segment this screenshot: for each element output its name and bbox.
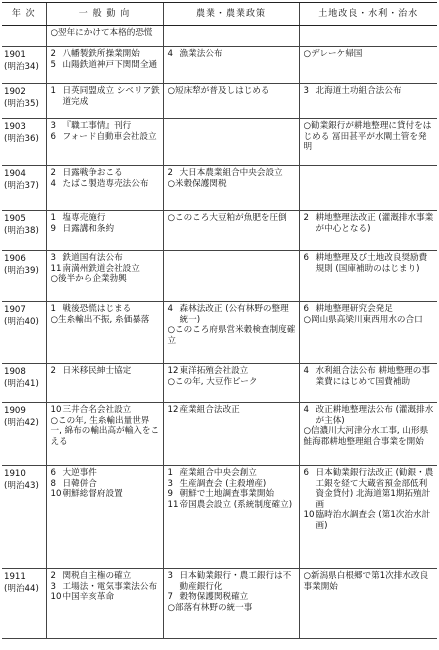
header-agriculture: 農業・農業政策 <box>163 3 299 26</box>
entry-text: ○信濃川大河津分水工事, 山形県鮭海郡耕地整理組合事業を開始 <box>303 426 429 447</box>
entry <box>304 315 436 326</box>
entry <box>168 479 297 490</box>
entry <box>51 213 161 224</box>
header-year: 年 次 <box>2 3 46 26</box>
header-land: 土地改良・水利・治水 <box>299 3 437 26</box>
year-cell <box>2 364 46 403</box>
entry-text: ○米穀保護関税 <box>167 178 227 189</box>
entry-text: 穀物保護関税確立 <box>179 592 249 602</box>
entry-text: ○このころ府県営米穀検査制度確立 <box>167 325 296 346</box>
entry <box>51 489 161 500</box>
era-name: (明治34) <box>4 62 39 72</box>
entry-text: 日本勧業銀行・農工銀行は不動産銀行化 <box>179 571 292 592</box>
month-number: 2 <box>50 49 56 59</box>
entry <box>168 325 297 346</box>
entry <box>51 60 161 71</box>
entry-text: ○このころ大豆粕が魚肥を圧倒 <box>167 213 287 223</box>
month-number: 1 <box>50 213 56 223</box>
general-cell <box>46 569 163 639</box>
agri-cell <box>163 211 299 251</box>
entry-text: 戦後恐慌はじまる <box>62 304 132 314</box>
month-number: 2 <box>50 168 56 178</box>
era-name: (明治36) <box>4 134 39 144</box>
entry-text: 日本勧業銀行法改正 (勧銀・農工銀を経て大蔵省預金部低利資金貸付) 北海道第1期拓殖計画 <box>315 468 434 510</box>
entry <box>51 592 161 603</box>
entry <box>51 416 161 448</box>
year-cell <box>2 466 46 569</box>
table-row <box>2 166 437 211</box>
month-number: 6 <box>50 131 56 142</box>
agri-cell <box>163 251 299 302</box>
general-cell <box>46 364 163 403</box>
entry <box>51 28 161 39</box>
era-name: (明治41) <box>4 379 39 389</box>
entry <box>168 179 297 190</box>
year-value: 1906 <box>4 254 26 264</box>
year-value: 1903 <box>4 122 26 132</box>
month-number: 1 <box>50 86 56 96</box>
land-cell <box>299 466 437 569</box>
entry <box>51 132 161 143</box>
entry-text: 三井合名会社設立 <box>62 405 132 415</box>
table-row <box>2 403 437 466</box>
table-row <box>2 466 437 569</box>
era-name: (明治43) <box>4 481 39 491</box>
month-number: 6 <box>303 468 309 478</box>
general-cell <box>46 302 163 364</box>
agri-cell <box>163 26 299 47</box>
entry <box>51 224 161 235</box>
entry <box>168 377 297 388</box>
month-number: 3 <box>50 581 56 592</box>
month-number: 11 <box>50 263 62 274</box>
agri-cell <box>163 119 299 166</box>
entry <box>304 510 436 531</box>
entry-text: 朝鮮で土地調査事業開始 <box>179 489 275 499</box>
month-number: 10 <box>50 405 62 415</box>
entry-text: 水利組合法公布 耕地整理の事業費にはじめて国費補助 <box>315 366 430 387</box>
entry <box>51 121 161 132</box>
year-cell <box>2 166 46 211</box>
entry-text: 耕地整理及び土地改良奨励費規則 (国庫補助のはじまり) <box>315 253 428 274</box>
entry-text: 生産調査会 (主殺増産) <box>179 478 267 489</box>
entry-text: 北海道土功組合法公布 <box>315 86 402 96</box>
entry <box>51 168 161 179</box>
month-number: 2 <box>167 168 173 178</box>
month-number: 4 <box>303 405 309 415</box>
entry <box>304 366 436 387</box>
entry <box>51 304 161 315</box>
year-cell <box>2 84 46 119</box>
entry-text: 日英同盟成立 シベリア鉄道完成 <box>62 86 160 107</box>
entry-text: 日米移民紳士協定 <box>62 366 132 376</box>
entry-text: 漁業法公布 <box>179 49 223 59</box>
entry <box>304 405 436 426</box>
header-general: 一 般 動 向 <box>46 3 163 26</box>
table-row <box>2 569 437 639</box>
entry <box>168 489 297 500</box>
entry-text: 朝鮮総督府設置 <box>62 489 123 499</box>
month-number: 12 <box>167 405 179 415</box>
general-cell <box>46 211 163 251</box>
month-number: 4 <box>50 178 56 189</box>
month-number: 9 <box>167 489 173 499</box>
land-cell <box>299 364 437 403</box>
entry-text: ○この年, 大豆作ピーク <box>167 376 258 387</box>
year-value: 1901 <box>4 50 26 60</box>
month-number: 1 <box>50 304 56 314</box>
entry-text: ○部落有林野の統一事 <box>167 602 253 613</box>
entry-text: たばこ製造専売法公布 <box>62 178 149 189</box>
year-value: 1907 <box>4 305 26 315</box>
general-cell <box>46 466 163 569</box>
entry-text: 日露戦争おこる <box>62 168 123 178</box>
month-number: 3 <box>167 478 173 489</box>
entry-text: 日韓併合 <box>62 478 97 489</box>
year-cell <box>2 403 46 466</box>
header-row <box>2 3 437 26</box>
era-name: (明治40) <box>4 317 39 327</box>
year-value: 1905 <box>4 214 26 224</box>
entry <box>51 274 161 285</box>
month-number: 1 <box>167 468 173 478</box>
land-cell <box>299 119 437 166</box>
month-number: 7 <box>167 592 173 602</box>
table-row <box>2 119 437 166</box>
entry-text: ○短床犂が普及しはじめる <box>167 86 270 96</box>
table-row <box>2 47 437 84</box>
entry-text: ○この年, 生糸輸出量世界一, 綿布の輸出高が輸入をこえる <box>50 415 160 447</box>
entry-text: 産業組合法改正 <box>179 405 240 415</box>
entry <box>304 253 436 274</box>
era-name: (明治38) <box>4 226 39 236</box>
month-number: 6 <box>303 304 309 314</box>
month-number: 3 <box>303 86 309 96</box>
year-value: 1902 <box>4 87 26 97</box>
entry <box>51 366 161 377</box>
entry <box>51 49 161 60</box>
general-cell <box>46 26 163 47</box>
entry <box>168 86 297 97</box>
general-cell <box>46 47 163 84</box>
entry-text: 臨時治水調査会 (第1次治水計画) <box>315 510 431 531</box>
entry-text: ○翌年にかけて本格的恐慌 <box>50 28 153 38</box>
month-number: 3 <box>167 571 173 581</box>
entry-text: ○勧業銀行が耕地整理に貸付をはじめる 冨田甚平が水閘土管を発明 <box>303 121 432 152</box>
entry-text: 耕地整理研究会発足 <box>315 304 393 314</box>
year-value: 1908 <box>4 367 26 377</box>
month-number: 10 <box>50 592 62 602</box>
month-number: 9 <box>50 223 56 234</box>
entry <box>304 468 436 510</box>
entry <box>168 168 297 179</box>
general-cell <box>46 251 163 302</box>
month-number: 12 <box>167 366 179 376</box>
month-number: 6 <box>303 253 309 263</box>
entry-text: ○新潟県白根郷で第1次排水改良事業開始 <box>303 571 429 592</box>
year-cell <box>2 211 46 251</box>
month-number: 4 <box>167 304 173 314</box>
entry <box>304 571 436 592</box>
entry-text: ○デレーケ帰国 <box>303 49 363 59</box>
era-name: (明治44) <box>4 584 39 594</box>
month-number: 6 <box>50 468 56 478</box>
entry-text: 関税自主権の確立 <box>62 571 132 581</box>
entry <box>51 179 161 190</box>
year-cell <box>2 302 46 364</box>
entry <box>51 571 161 582</box>
table-row <box>2 251 437 302</box>
month-number: 2 <box>303 213 309 223</box>
era-name: (明治37) <box>4 181 39 191</box>
era-name: (明治39) <box>4 266 39 276</box>
entry-text: 大逆事件 <box>62 468 97 478</box>
agri-cell <box>163 302 299 364</box>
general-cell <box>46 166 163 211</box>
entry-text: 改正耕地整理法公布 (灌漑排水が主体) <box>315 405 434 426</box>
month-number: 3 <box>50 253 56 263</box>
year-cell <box>2 569 46 639</box>
entry-text: 日露講和条約 <box>62 223 115 234</box>
year-cell <box>2 26 46 47</box>
entry-text: 南満州鉄道会社設立 <box>62 263 140 274</box>
agri-cell <box>163 364 299 403</box>
land-cell <box>299 251 437 302</box>
entry-text: 産業組合中央会創立 <box>179 468 257 478</box>
entry-text: ○岡山県高梁川東西用水の合口 <box>303 314 423 325</box>
general-cell <box>46 84 163 119</box>
table-row <box>2 211 437 251</box>
land-cell <box>299 47 437 84</box>
entry-text: 帝国農会設立 (系統制度確立) <box>179 499 293 510</box>
agri-cell <box>163 403 299 466</box>
entry <box>168 571 297 592</box>
month-number: 10 <box>50 489 62 499</box>
chronology-table <box>2 2 437 639</box>
land-cell <box>299 26 437 47</box>
entry <box>51 468 161 479</box>
entry-text: 山陽鉄道神戸下関間全通 <box>62 59 158 70</box>
entry-text: 『職工事情』刊行 <box>62 121 132 131</box>
general-cell <box>46 403 163 466</box>
entry <box>168 405 297 416</box>
entry <box>51 253 161 264</box>
year-value: 1904 <box>4 169 26 179</box>
agri-cell <box>163 47 299 84</box>
agri-cell <box>163 166 299 211</box>
table-body <box>2 26 437 639</box>
year-value: 1911 <box>4 572 26 582</box>
land-cell <box>299 84 437 119</box>
agri-cell <box>163 84 299 119</box>
table-row <box>2 84 437 119</box>
month-number: 5 <box>50 59 56 70</box>
entry <box>51 315 161 326</box>
entry <box>168 592 297 603</box>
year-cell <box>2 119 46 166</box>
land-cell <box>299 211 437 251</box>
land-cell <box>299 403 437 466</box>
land-cell <box>299 166 437 211</box>
era-name: (明治42) <box>4 418 39 428</box>
entry <box>168 500 297 511</box>
entry <box>168 603 297 614</box>
year-value: 1909 <box>4 406 26 416</box>
entry-text: 東洋拓殖会社設立 <box>179 366 249 376</box>
entry <box>304 49 436 60</box>
entry <box>304 86 436 97</box>
month-number: 11 <box>167 499 179 510</box>
entry <box>168 213 297 224</box>
month-number: 2 <box>50 366 56 376</box>
entry <box>168 468 297 479</box>
entry <box>304 426 436 447</box>
month-number: 10 <box>303 510 315 520</box>
year-value: 1910 <box>4 469 26 479</box>
table-row <box>2 302 437 364</box>
month-number: 2 <box>50 571 56 581</box>
table-row <box>2 26 437 47</box>
entry-text: 中国辛亥革命 <box>62 592 115 602</box>
entry <box>168 366 297 377</box>
entry <box>304 304 436 315</box>
year-cell <box>2 251 46 302</box>
entry-text: 耕地整理法改正 (灌漑排水事業が中心となる) <box>315 213 434 234</box>
entry <box>51 264 161 275</box>
entry-text: ○生糸輸出不振, 糸価暴落 <box>50 314 150 325</box>
month-number: 3 <box>50 121 56 131</box>
entry-text: フォード自動車会社設立 <box>62 131 157 142</box>
entry-text: 工場法・電気事業法公布 <box>62 581 158 592</box>
entry <box>51 479 161 490</box>
entry <box>168 49 297 60</box>
entry-text: 森林法改正 (公有林野の整理統一) <box>179 304 289 325</box>
entry <box>304 121 436 153</box>
agri-cell <box>163 569 299 639</box>
entry <box>51 86 161 107</box>
month-number: 8 <box>50 478 56 489</box>
general-cell <box>46 119 163 166</box>
year-cell <box>2 47 46 84</box>
entry <box>168 304 297 325</box>
month-number: 4 <box>167 49 173 59</box>
entry-text: 鉄道国有法公布 <box>62 253 123 263</box>
entry <box>51 582 161 593</box>
entry <box>51 405 161 416</box>
agri-cell <box>163 466 299 569</box>
entry <box>304 213 436 234</box>
land-cell <box>299 569 437 639</box>
table-row <box>2 364 437 403</box>
entry-text: 大日本農業組合中央会設立 <box>179 168 283 178</box>
entry-text: 塩専売施行 <box>62 213 106 223</box>
era-name: (明治35) <box>4 99 39 109</box>
entry-text: ○後半から企業勃興 <box>50 274 127 284</box>
land-cell <box>299 302 437 364</box>
month-number: 4 <box>303 366 309 376</box>
entry-text: 八幡製鉄所操業開始 <box>62 49 140 59</box>
